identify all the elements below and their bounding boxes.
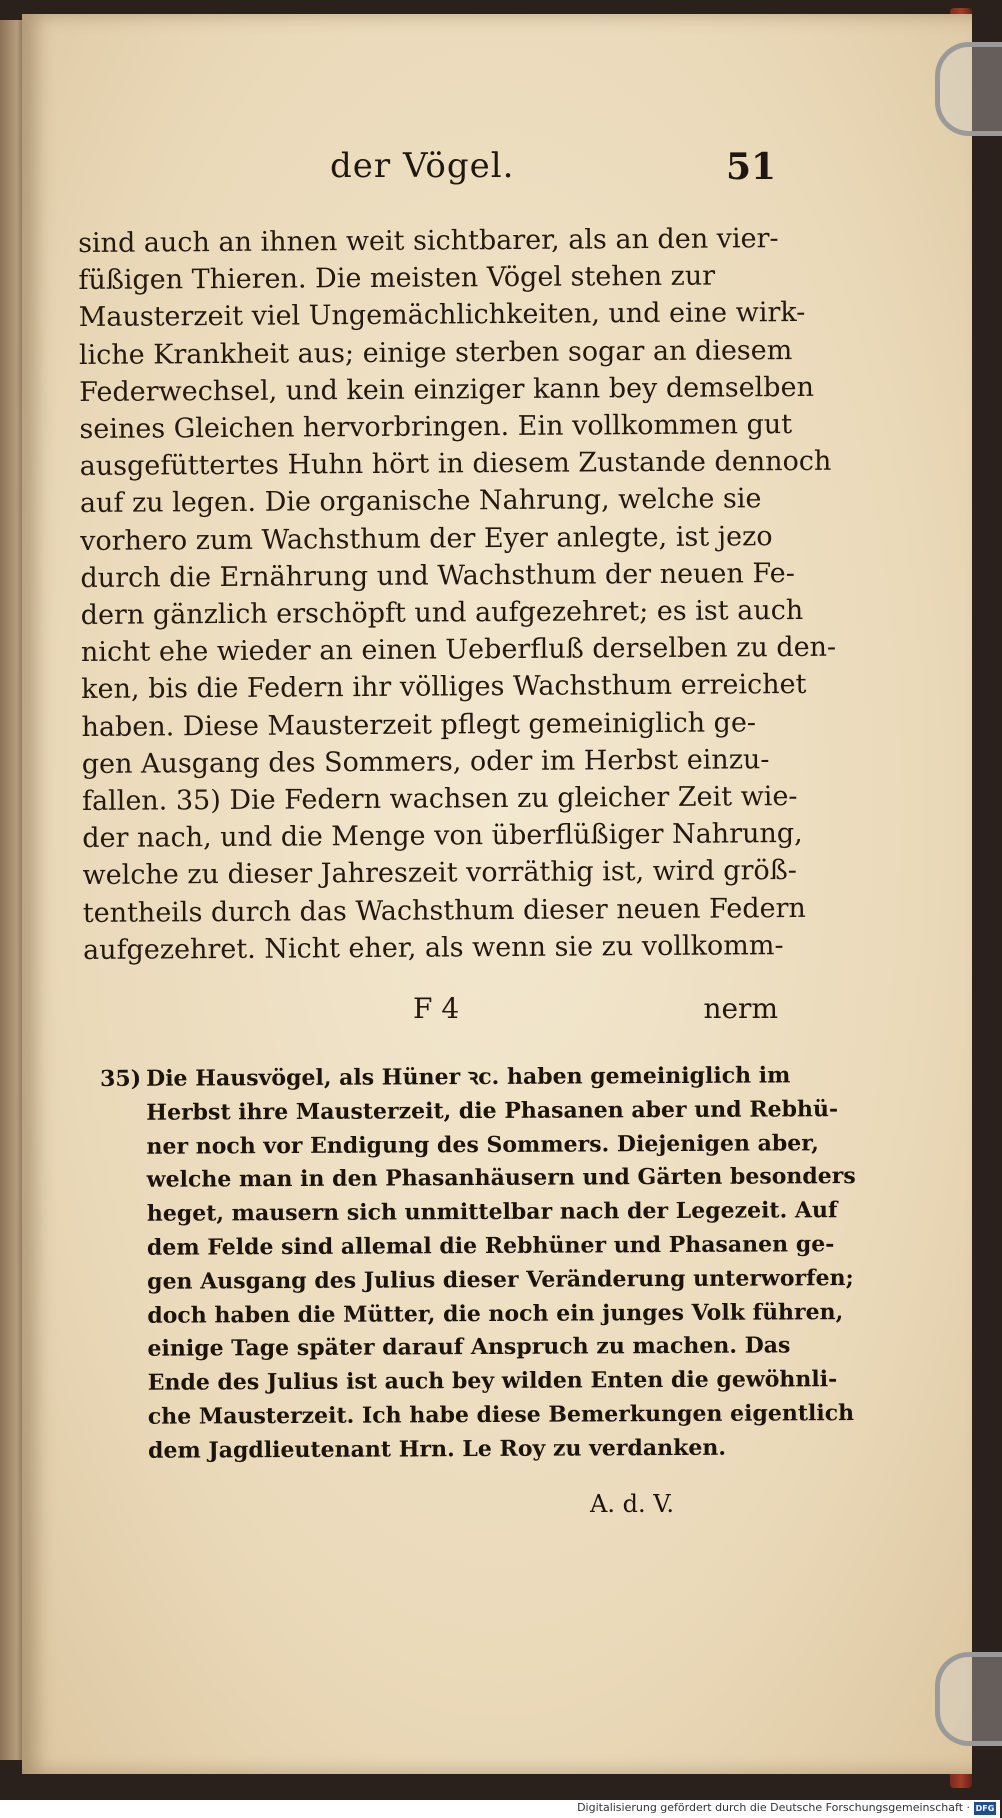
- footnote-line: einige Tage später darauf Anspruch zu machen. Das: [147, 1332, 791, 1363]
- text-line: auf zu legen. Die organische Nahrung, welche sie: [79, 483, 762, 520]
- footnote-line: [100, 1059, 791, 1096]
- page-clip-bottom: [935, 1652, 1002, 1746]
- signature-mark: F 4: [413, 992, 460, 1025]
- text-line: welche zu dieser Jahreszeit vorräthig ist, wird größ-: [82, 855, 797, 892]
- footnote-line: doch haben die Mütter, die noch ein junges Volk führen,: [147, 1298, 844, 1329]
- footnote-line: gen Ausgang des Julius dieser Veränderung unterworfen;: [147, 1264, 854, 1295]
- text-line: Mausterzeit viel Ungemächlichkeiten, und eine wirk-: [78, 297, 806, 334]
- footnote-signature: A. d. V.: [590, 1490, 674, 1518]
- footnote-line: Herbst ihre Mausterzeit, die Phasanen aber und Rebhü-: [146, 1095, 839, 1126]
- text-line: ausgefüttertes Huhn hört in diesem Zustande dennoch: [79, 445, 832, 483]
- footnote-line: dem Felde sind allemal die Rebhüner und Phasanen ge-: [146, 1231, 835, 1261]
- footnote-line: che Mausterzeit. Ich habe diese Bemerkungen eigentlich: [147, 1400, 855, 1430]
- text-line: gen Ausgang des Sommers, oder im Herbst einzu-: [81, 744, 770, 780]
- text-line: tentheils durch das Wachsthum dieser neuen Federn: [82, 892, 806, 929]
- text-line: aufgezehret. Nicht eher, als wenn sie zu vollkomm-: [82, 929, 784, 966]
- dfg-logo-icon: DFG: [975, 1804, 995, 1813]
- text-line: fallen. 35) Die Federn wachsen zu gleicher Zeit wie-: [81, 781, 798, 818]
- catchword: nerm: [703, 992, 778, 1025]
- text-line: der nach, und die Menge von überflüßiger Nahrung,: [82, 818, 803, 855]
- footnote-line: heget, mausern sich unmittelbar nach der Legezeit. Auf: [146, 1197, 838, 1227]
- page-foot: [78, 992, 778, 1032]
- text-line: Federwechsel, und kein einziger kann bey demselben: [79, 371, 815, 408]
- footnote: [100, 1059, 856, 1468]
- footnote-line: welche man in den Phasanhäusern und Gärten besonders: [146, 1163, 856, 1194]
- footnote-marker: 35): [100, 1065, 142, 1092]
- digitization-credit-bar: [0, 1800, 1000, 1818]
- text-line: sind auch an ihnen weit sichtbarer, als an den vier-: [78, 223, 779, 259]
- running-head: der Vögel.: [330, 146, 515, 186]
- footnote-line: ner noch vor Endigung des Sommers. Diejenigen aber,: [146, 1129, 819, 1160]
- text-line: haben. Diese Mausterzeit pflegt gemeiniglich ge-: [81, 706, 757, 743]
- page-clip-top: [935, 42, 1002, 136]
- text-line: durch die Ernährung und Wachsthum der neuen Fe-: [80, 557, 795, 594]
- digitization-credit: Digitalisierung gefördert durch die Deutsche Forschungsgemeinschaft ·: [577, 1801, 970, 1814]
- text-line: nicht ehe wieder an einen Ueberfluß derselben zu den-: [80, 631, 837, 669]
- text-line: füßigen Thieren. Die meisten Vögel stehen zur: [78, 260, 716, 297]
- text-line: ken, bis die Federn ihr völliges Wachsthum erreichet: [81, 669, 807, 706]
- text-line: liche Krankheit aus; einige sterben sogar an diesem: [78, 334, 793, 371]
- footnote-line: dem Jagdlieutenant Hrn. Le Roy zu verdanken.: [147, 1434, 727, 1464]
- page-number: 51: [726, 146, 777, 188]
- footnote-line: Ende des Julius ist auch bey wilden Enten die gewöhnli-: [147, 1366, 838, 1396]
- text-line: dern gänzlich erschöpft und aufgezehret; es ist auch: [80, 594, 804, 632]
- text-line: seines Gleichen hervorbringen. Ein vollkommen gut: [79, 409, 793, 446]
- footnote-text: Die Hausvögel, als Hüner ꝛc. haben gemeiniglich im: [146, 1062, 791, 1092]
- text-line: vorhero zum Wachsthum der Eyer anlegte, ist jezo: [80, 520, 773, 557]
- main-text: [78, 220, 837, 969]
- page-header: [80, 146, 780, 196]
